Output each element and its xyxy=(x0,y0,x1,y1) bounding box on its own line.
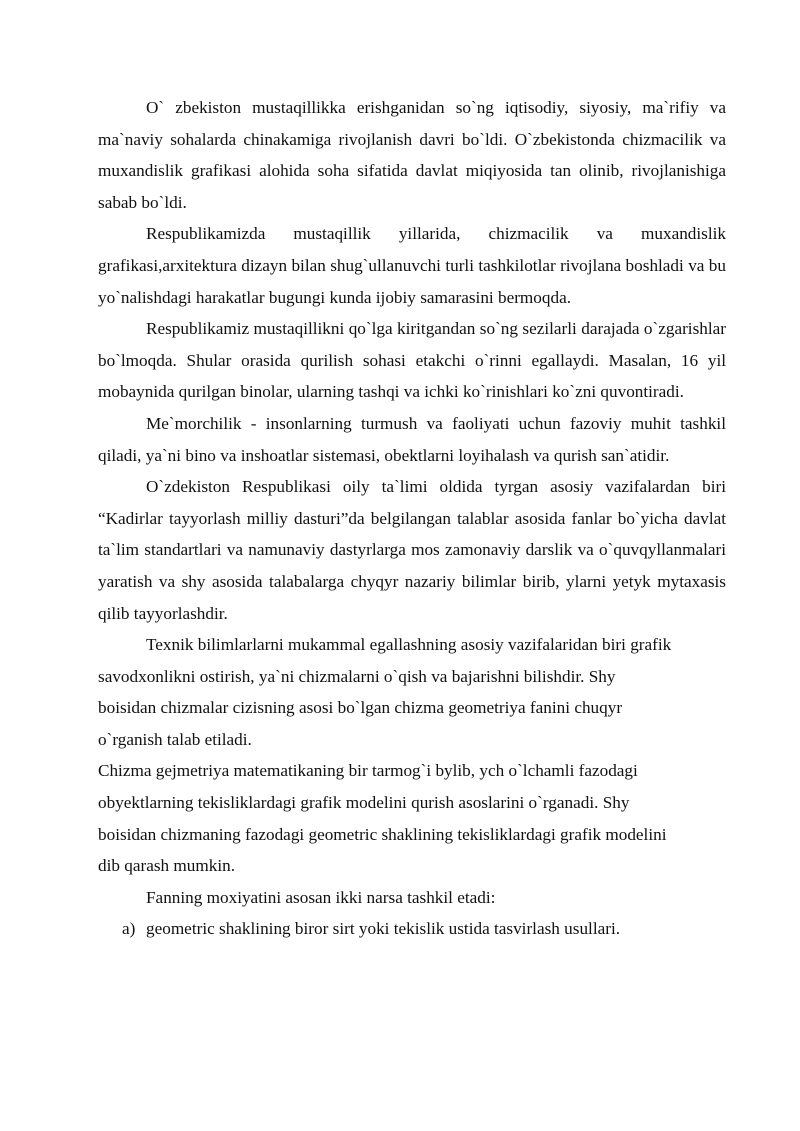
paragraph-independence: O` zbekiston mustaqillikka erishganidan so`ng iqtisodiy, siyosiy, ma`rifiy va ma`naviy sohalarda chinakamiga rivojlanish davri bo`ldi. O`zbekistonda chizmacilik va muxandislik grafikasi alohida soha sifatida davlat miqiyosida tan olinib, rivojlanishiga sabab bo`ldi. xyxy=(98,98,726,212)
text-line: Chizma gejmetriya matematikaning bir tarmog`i bylib, ych o`lchamli fazodagi xyxy=(98,761,638,781)
text-line: boisidan chizmaning fazodagi geometric shaklining tekisliklardagi grafik modelini xyxy=(98,824,667,844)
list-item-text: geometric shaklining biror sirt yoki tekislik ustida tasvirlash usullari. xyxy=(146,919,621,939)
paragraph-organizations: Respublikamizda mustaqillik yillarida, chizmacilik va muxandislik grafikasi,arxitektura dizayn bilan shug`ullanuvchi turli tashkilotlar rivojlana boshladi va bu yo`nalishdagi harakatlar bugungi kunda ijobiy samarasini bermoqda. xyxy=(98,224,726,307)
paragraph-descriptive-geometry xyxy=(98,755,726,881)
paragraph-essence: Fanning moxiyatini asosan ikki narsa tashkil etadi: xyxy=(146,887,496,907)
paragraph-higher-education: O`zdekiston Respublikasi oily ta`limi oldida tyrgan asosiy vazifalardan biri “Kadirlar tayyorlash milliy dasturi”da belgilangan talablar asosida fanlar bo`yicha davlat ta`lim standartlari va namunaviy dastyrlarga mos zamonaviy darslik va o`quvqyllanmalari yaratish va shy asosida talabalarga chyqyr nazariy bilimlar birib, ylarni yetyk mytaxasis qilib tayyorlashdir. xyxy=(98,477,726,623)
text-line: obyektlarning tekisliklardagi grafik modelini qurish asoslarini o`rganadi. Shy xyxy=(98,793,630,813)
text-line: Texnik bilimlarlarni mukammal egallashning asosiy vazifalaridan biri grafik xyxy=(146,635,672,655)
text-line: o`rganish talab etiladi. xyxy=(98,729,252,749)
list-item xyxy=(98,913,726,945)
list-marker: a) xyxy=(122,919,136,939)
essence-list xyxy=(98,913,726,945)
text-line: savodxonlikni ostirish, ya`ni chizmalarni o`qish va bajarishni bilishdir. Shy xyxy=(98,666,616,686)
paragraph-architecture: Me`morchilik - insonlarning turmush va faoliyati uchun fazoviy muhit tashkil qiladi, ya`ni bino va inshoatlar sistemasi, obektlarni loyihalash va qurish san`atidir. xyxy=(98,413,726,465)
text-line: boisidan chizmalar cizisning asosi bo`lgan chizma geometriya fanini chuqyr xyxy=(98,698,623,718)
paragraph-technical-knowledge xyxy=(98,629,726,755)
document-page xyxy=(98,92,726,945)
text-line: dib qarash mumkin. xyxy=(98,856,236,876)
paragraph-construction: Respublikamiz mustaqillikni qo`lga kiritgandan so`ng sezilarli darajada o`zgarishlar bo`lmoqda. Shular orasida qurilish sohasi etakchi o`rinni egallaydi. Masalan, 16 yil mobaynida qurilgan binolar, ularning tashqi va ichki ko`rinishlari ko`zni quvontiradi. xyxy=(98,319,726,402)
